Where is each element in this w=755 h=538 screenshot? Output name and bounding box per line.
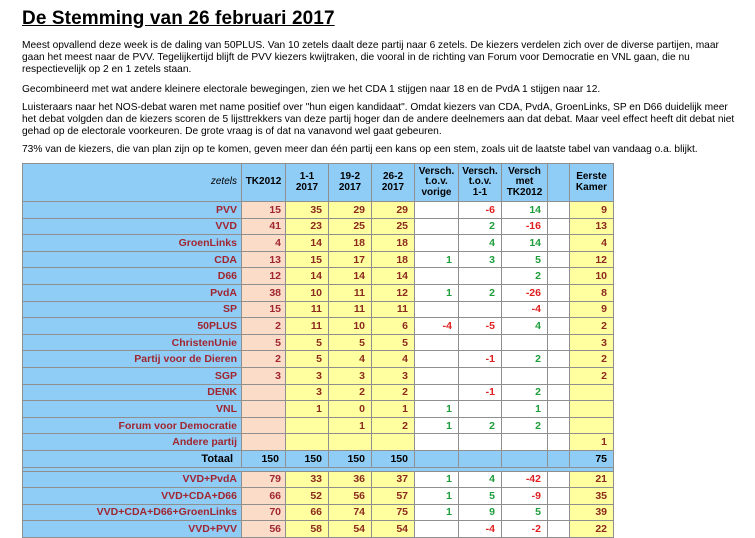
party-row — [23, 417, 614, 434]
total-eerste-kamer: 75 — [570, 450, 614, 467]
spacer-cell — [548, 301, 570, 318]
poll-19-2-value: 11 — [329, 284, 372, 301]
poll-26-2-value: 18 — [372, 235, 415, 252]
diff-tk2012-value: 2 — [502, 417, 548, 434]
party-name: VVD+PVV — [23, 521, 242, 538]
poll-1-1-value: 23 — [286, 218, 329, 235]
party-row — [23, 218, 614, 235]
party-row — [23, 318, 614, 335]
party-name: CDA — [23, 251, 242, 268]
spacer-cell — [548, 384, 570, 401]
table-header-row — [23, 164, 614, 202]
diff-1-1-value: -6 — [459, 202, 502, 219]
poll-19-2-value: 54 — [329, 521, 372, 538]
party-row — [23, 401, 614, 418]
party-row — [23, 351, 614, 368]
diff-vorige-value: 1 — [415, 401, 459, 418]
diff-1-1-value: -1 — [459, 384, 502, 401]
total-empty — [502, 450, 548, 467]
eerste-kamer-value: 39 — [570, 504, 614, 521]
tk2012-value: 15 — [242, 202, 286, 219]
diff-tk2012-value: 14 — [502, 202, 548, 219]
diff-tk2012-value: -42 — [502, 471, 548, 488]
diff-vorige-value — [415, 218, 459, 235]
diff-1-1-value: 3 — [459, 251, 502, 268]
diff-vorige-value — [415, 351, 459, 368]
diff-vorige-value — [415, 521, 459, 538]
poll-26-2-value: 4 — [372, 351, 415, 368]
tk2012-value: 56 — [242, 521, 286, 538]
party-name: 50PLUS — [23, 318, 242, 335]
poll-26-2-value: 54 — [372, 521, 415, 538]
spacer-cell — [548, 218, 570, 235]
party-row — [23, 434, 614, 451]
poll-1-1-value: 11 — [286, 318, 329, 335]
diff-tk2012-value: 2 — [502, 384, 548, 401]
spacer-cell — [548, 504, 570, 521]
eerste-kamer-value: 21 — [570, 471, 614, 488]
party-name: VVD — [23, 218, 242, 235]
party-name: SP — [23, 301, 242, 318]
spacer-cell — [548, 367, 570, 384]
diff-1-1-value — [459, 434, 502, 451]
spacer-cell — [548, 488, 570, 505]
tk2012-value: 79 — [242, 471, 286, 488]
party-name: ChristenUnie — [23, 334, 242, 351]
diff-tk2012-value: -26 — [502, 284, 548, 301]
diff-vorige-value: 1 — [415, 488, 459, 505]
party-row — [23, 334, 614, 351]
eerste-kamer-value: 12 — [570, 251, 614, 268]
voters-paragraph: 73% van de kiezers, die van plan zijn op te komen, geven meer dan één partij een kans op een stem, zoals uit de laatste tabel van vandaag o.a. blijkt. — [22, 144, 698, 155]
poll-19-2-value: 56 — [329, 488, 372, 505]
spacer-cell — [548, 334, 570, 351]
diff-vorige-value: 1 — [415, 251, 459, 268]
tk2012-value: 38 — [242, 284, 286, 301]
poll-1-1-value: 15 — [286, 251, 329, 268]
eerste-kamer-value: 4 — [570, 235, 614, 252]
poll-26-2-value: 57 — [372, 488, 415, 505]
coalition-row — [23, 504, 614, 521]
diff-tk2012-value: 2 — [502, 268, 548, 285]
tk2012-value: 41 — [242, 218, 286, 235]
party-name: D66 — [23, 268, 242, 285]
poll-19-2-value: 4 — [329, 351, 372, 368]
diff-vorige-value — [415, 268, 459, 285]
poll-26-2-value: 75 — [372, 504, 415, 521]
diff-vorige-value — [415, 384, 459, 401]
poll-1-1-value: 35 — [286, 202, 329, 219]
header-zetels: zetels — [23, 164, 242, 202]
diff-1-1-value: 4 — [459, 471, 502, 488]
eerste-kamer-value — [570, 384, 614, 401]
poll-26-2-value: 37 — [372, 471, 415, 488]
eerste-kamer-value: 2 — [570, 367, 614, 384]
total-1-1: 150 — [286, 450, 329, 467]
diff-1-1-value: 9 — [459, 504, 502, 521]
poll-1-1-value: 66 — [286, 504, 329, 521]
tk2012-value — [242, 417, 286, 434]
diff-vorige-value — [415, 235, 459, 252]
party-name: Andere partij — [23, 434, 242, 451]
total-row — [23, 450, 614, 467]
poll-26-2-value: 14 — [372, 268, 415, 285]
eerste-kamer-value — [570, 401, 614, 418]
party-row — [23, 268, 614, 285]
poll-1-1-value: 10 — [286, 284, 329, 301]
poll-26-2-value: 2 — [372, 417, 415, 434]
party-name: Forum voor Democratie — [23, 417, 242, 434]
poll-19-2-value: 1 — [329, 417, 372, 434]
total-empty — [415, 450, 459, 467]
diff-1-1-value: -4 — [459, 521, 502, 538]
poll-1-1-value: 33 — [286, 471, 329, 488]
header-versch-tk2012: Versch met TK2012 — [502, 164, 548, 202]
party-name: PVV — [23, 202, 242, 219]
header-tk2012: TK2012 — [242, 164, 286, 202]
diff-tk2012-value: -9 — [502, 488, 548, 505]
header-spacer — [548, 164, 570, 202]
diff-tk2012-value: 4 — [502, 318, 548, 335]
total-empty — [548, 450, 570, 467]
header-19-2-2017: 19-2 2017 — [329, 164, 372, 202]
diff-vorige-value — [415, 301, 459, 318]
poll-19-2-value: 36 — [329, 471, 372, 488]
diff-1-1-value: 2 — [459, 284, 502, 301]
party-row — [23, 235, 614, 252]
poll-1-1-value — [286, 417, 329, 434]
header-versch-1-1: Versch. t.o.v. 1-1 — [459, 164, 502, 202]
diff-1-1-value — [459, 367, 502, 384]
party-name: VVD+PvdA — [23, 471, 242, 488]
tk2012-value: 70 — [242, 504, 286, 521]
poll-1-1-value: 14 — [286, 235, 329, 252]
coalition-row — [23, 471, 614, 488]
diff-vorige-value — [415, 334, 459, 351]
poll-26-2-value: 3 — [372, 367, 415, 384]
poll-26-2-value: 6 — [372, 318, 415, 335]
coalition-row — [23, 488, 614, 505]
poll-19-2-value: 18 — [329, 235, 372, 252]
eerste-kamer-value: 22 — [570, 521, 614, 538]
combined-paragraph: Gecombineerd met wat andere kleinere electorale bewegingen, zien we het CDA 1 stijgen naar 18 en de PvdA 1 stijgen naar 12. — [22, 84, 601, 95]
poll-26-2-value: 1 — [372, 401, 415, 418]
diff-1-1-value — [459, 301, 502, 318]
poll-1-1-value: 5 — [286, 351, 329, 368]
poll-19-2-value: 0 — [329, 401, 372, 418]
seats-table — [22, 163, 614, 538]
poll-19-2-value: 25 — [329, 218, 372, 235]
poll-1-1-value: 3 — [286, 384, 329, 401]
diff-vorige-value: 1 — [415, 284, 459, 301]
eerste-kamer-value: 3 — [570, 334, 614, 351]
debate-paragraph: Luisteraars naar het NOS-debat waren met name positief over "hun eigen kandidaat". Omdat kiezers van CDA, PvdA, GroenLinks, SP en D66 duidelijk meer het debat volgden dan de kiezers scoren de 5 lijsttrekkers van deze partij hoger dan de andere deelnemers aan dat debat. Maar veel effect heeft dit debat niet gehad op de electorale voorkeuren. De grote vraag is of dat na vanavond wel gaat gebeuren. — [22, 102, 735, 138]
poll-26-2-value: 29 — [372, 202, 415, 219]
tk2012-value: 5 — [242, 334, 286, 351]
eerste-kamer-value: 13 — [570, 218, 614, 235]
party-name: VVD+CDA+D66+GroenLinks — [23, 504, 242, 521]
header-26-2-2017: 26-2 2017 — [372, 164, 415, 202]
poll-26-2-value: 2 — [372, 384, 415, 401]
diff-tk2012-value: -16 — [502, 218, 548, 235]
diff-vorige-value — [415, 202, 459, 219]
party-row — [23, 367, 614, 384]
spacer-cell — [548, 268, 570, 285]
poll-26-2-value: 25 — [372, 218, 415, 235]
poll-26-2-value: 11 — [372, 301, 415, 318]
poll-1-1-value: 52 — [286, 488, 329, 505]
party-row — [23, 202, 614, 219]
tk2012-value — [242, 434, 286, 451]
party-name: VVD+CDA+D66 — [23, 488, 242, 505]
diff-vorige-value: 1 — [415, 471, 459, 488]
tk2012-value: 15 — [242, 301, 286, 318]
party-row — [23, 284, 614, 301]
diff-vorige-value: 1 — [415, 504, 459, 521]
diff-vorige-value: -4 — [415, 318, 459, 335]
poll-26-2-value: 5 — [372, 334, 415, 351]
diff-tk2012-value: 1 — [502, 401, 548, 418]
diff-1-1-value: 5 — [459, 488, 502, 505]
party-name: PvdA — [23, 284, 242, 301]
page-title: De Stemming van 26 februari 2017 — [22, 8, 335, 29]
diff-tk2012-value: -2 — [502, 521, 548, 538]
spacer-cell — [548, 471, 570, 488]
poll-1-1-value: 5 — [286, 334, 329, 351]
diff-tk2012-value — [502, 367, 548, 384]
party-name: DENK — [23, 384, 242, 401]
header-eerste-kamer: Eerste Kamer — [570, 164, 614, 202]
spacer-cell — [548, 417, 570, 434]
diff-tk2012-value — [502, 334, 548, 351]
poll-1-1-value: 1 — [286, 401, 329, 418]
diff-1-1-value — [459, 334, 502, 351]
total-26-2: 150 — [372, 450, 415, 467]
poll-26-2-value — [372, 434, 415, 451]
diff-1-1-value — [459, 268, 502, 285]
tk2012-value: 66 — [242, 488, 286, 505]
poll-1-1-value: 58 — [286, 521, 329, 538]
poll-1-1-value: 14 — [286, 268, 329, 285]
poll-1-1-value — [286, 434, 329, 451]
diff-tk2012-value: 14 — [502, 235, 548, 252]
header-1-1-2017: 1-1 2017 — [286, 164, 329, 202]
tk2012-value — [242, 384, 286, 401]
party-name: GroenLinks — [23, 235, 242, 252]
spacer-cell — [548, 521, 570, 538]
poll-26-2-value: 18 — [372, 251, 415, 268]
tk2012-value: 3 — [242, 367, 286, 384]
intro-paragraph: Meest opvallend deze week is de daling van 50PLUS. Van 10 zetels daalt deze partij naar 6 zetels. De kiezers verdelen zich over de diverse partijen, maar gaan het meest naar de PVV. Tegelijkertijd blijft de PVV kiezers kwijtraken, die vooral in de richting van Forum voor Democratie en VNL gaan, die nu respectievelijk op 2 en 1 zetels staan. — [22, 40, 719, 76]
total-tk2012: 150 — [242, 450, 286, 467]
eerste-kamer-value: 2 — [570, 318, 614, 335]
poll-19-2-value: 29 — [329, 202, 372, 219]
diff-1-1-value — [459, 401, 502, 418]
poll-19-2-value: 5 — [329, 334, 372, 351]
diff-1-1-value: 2 — [459, 218, 502, 235]
poll-19-2-value: 3 — [329, 367, 372, 384]
poll-26-2-value: 12 — [372, 284, 415, 301]
spacer-cell — [548, 284, 570, 301]
diff-tk2012-value: 2 — [502, 351, 548, 368]
party-name: SGP — [23, 367, 242, 384]
party-row — [23, 301, 614, 318]
poll-19-2-value — [329, 434, 372, 451]
header-versch-vorige: Versch. t.o.v. vorige — [415, 164, 459, 202]
spacer-cell — [548, 202, 570, 219]
party-name: VNL — [23, 401, 242, 418]
diff-1-1-value: 4 — [459, 235, 502, 252]
diff-vorige-value: 1 — [415, 417, 459, 434]
eerste-kamer-value: 10 — [570, 268, 614, 285]
spacer-cell — [548, 318, 570, 335]
party-name: Partij voor de Dieren — [23, 351, 242, 368]
party-row — [23, 251, 614, 268]
total-empty — [459, 450, 502, 467]
spacer-cell — [548, 401, 570, 418]
tk2012-value — [242, 401, 286, 418]
spacer-cell — [548, 351, 570, 368]
tk2012-value: 12 — [242, 268, 286, 285]
eerste-kamer-value: 9 — [570, 202, 614, 219]
diff-vorige-value — [415, 434, 459, 451]
poll-19-2-value: 10 — [329, 318, 372, 335]
tk2012-value: 2 — [242, 318, 286, 335]
poll-1-1-value: 11 — [286, 301, 329, 318]
diff-tk2012-value: 5 — [502, 504, 548, 521]
tk2012-value: 4 — [242, 235, 286, 252]
poll-19-2-value: 74 — [329, 504, 372, 521]
eerste-kamer-value: 1 — [570, 434, 614, 451]
eerste-kamer-value — [570, 417, 614, 434]
poll-19-2-value: 11 — [329, 301, 372, 318]
eerste-kamer-value: 2 — [570, 351, 614, 368]
diff-1-1-value: -1 — [459, 351, 502, 368]
diff-tk2012-value — [502, 434, 548, 451]
party-row — [23, 384, 614, 401]
diff-1-1-value: -5 — [459, 318, 502, 335]
spacer-cell — [548, 235, 570, 252]
diff-tk2012-value: -4 — [502, 301, 548, 318]
poll-1-1-value: 3 — [286, 367, 329, 384]
eerste-kamer-value: 9 — [570, 301, 614, 318]
spacer-cell — [548, 251, 570, 268]
spacer-cell — [548, 434, 570, 451]
total-19-2: 150 — [329, 450, 372, 467]
poll-19-2-value: 14 — [329, 268, 372, 285]
tk2012-value: 2 — [242, 351, 286, 368]
total-label: Totaal — [23, 450, 242, 467]
diff-1-1-value: 2 — [459, 417, 502, 434]
eerste-kamer-value: 8 — [570, 284, 614, 301]
poll-19-2-value: 2 — [329, 384, 372, 401]
diff-tk2012-value: 5 — [502, 251, 548, 268]
tk2012-value: 13 — [242, 251, 286, 268]
coalition-row — [23, 521, 614, 538]
poll-19-2-value: 17 — [329, 251, 372, 268]
diff-vorige-value — [415, 367, 459, 384]
eerste-kamer-value: 35 — [570, 488, 614, 505]
